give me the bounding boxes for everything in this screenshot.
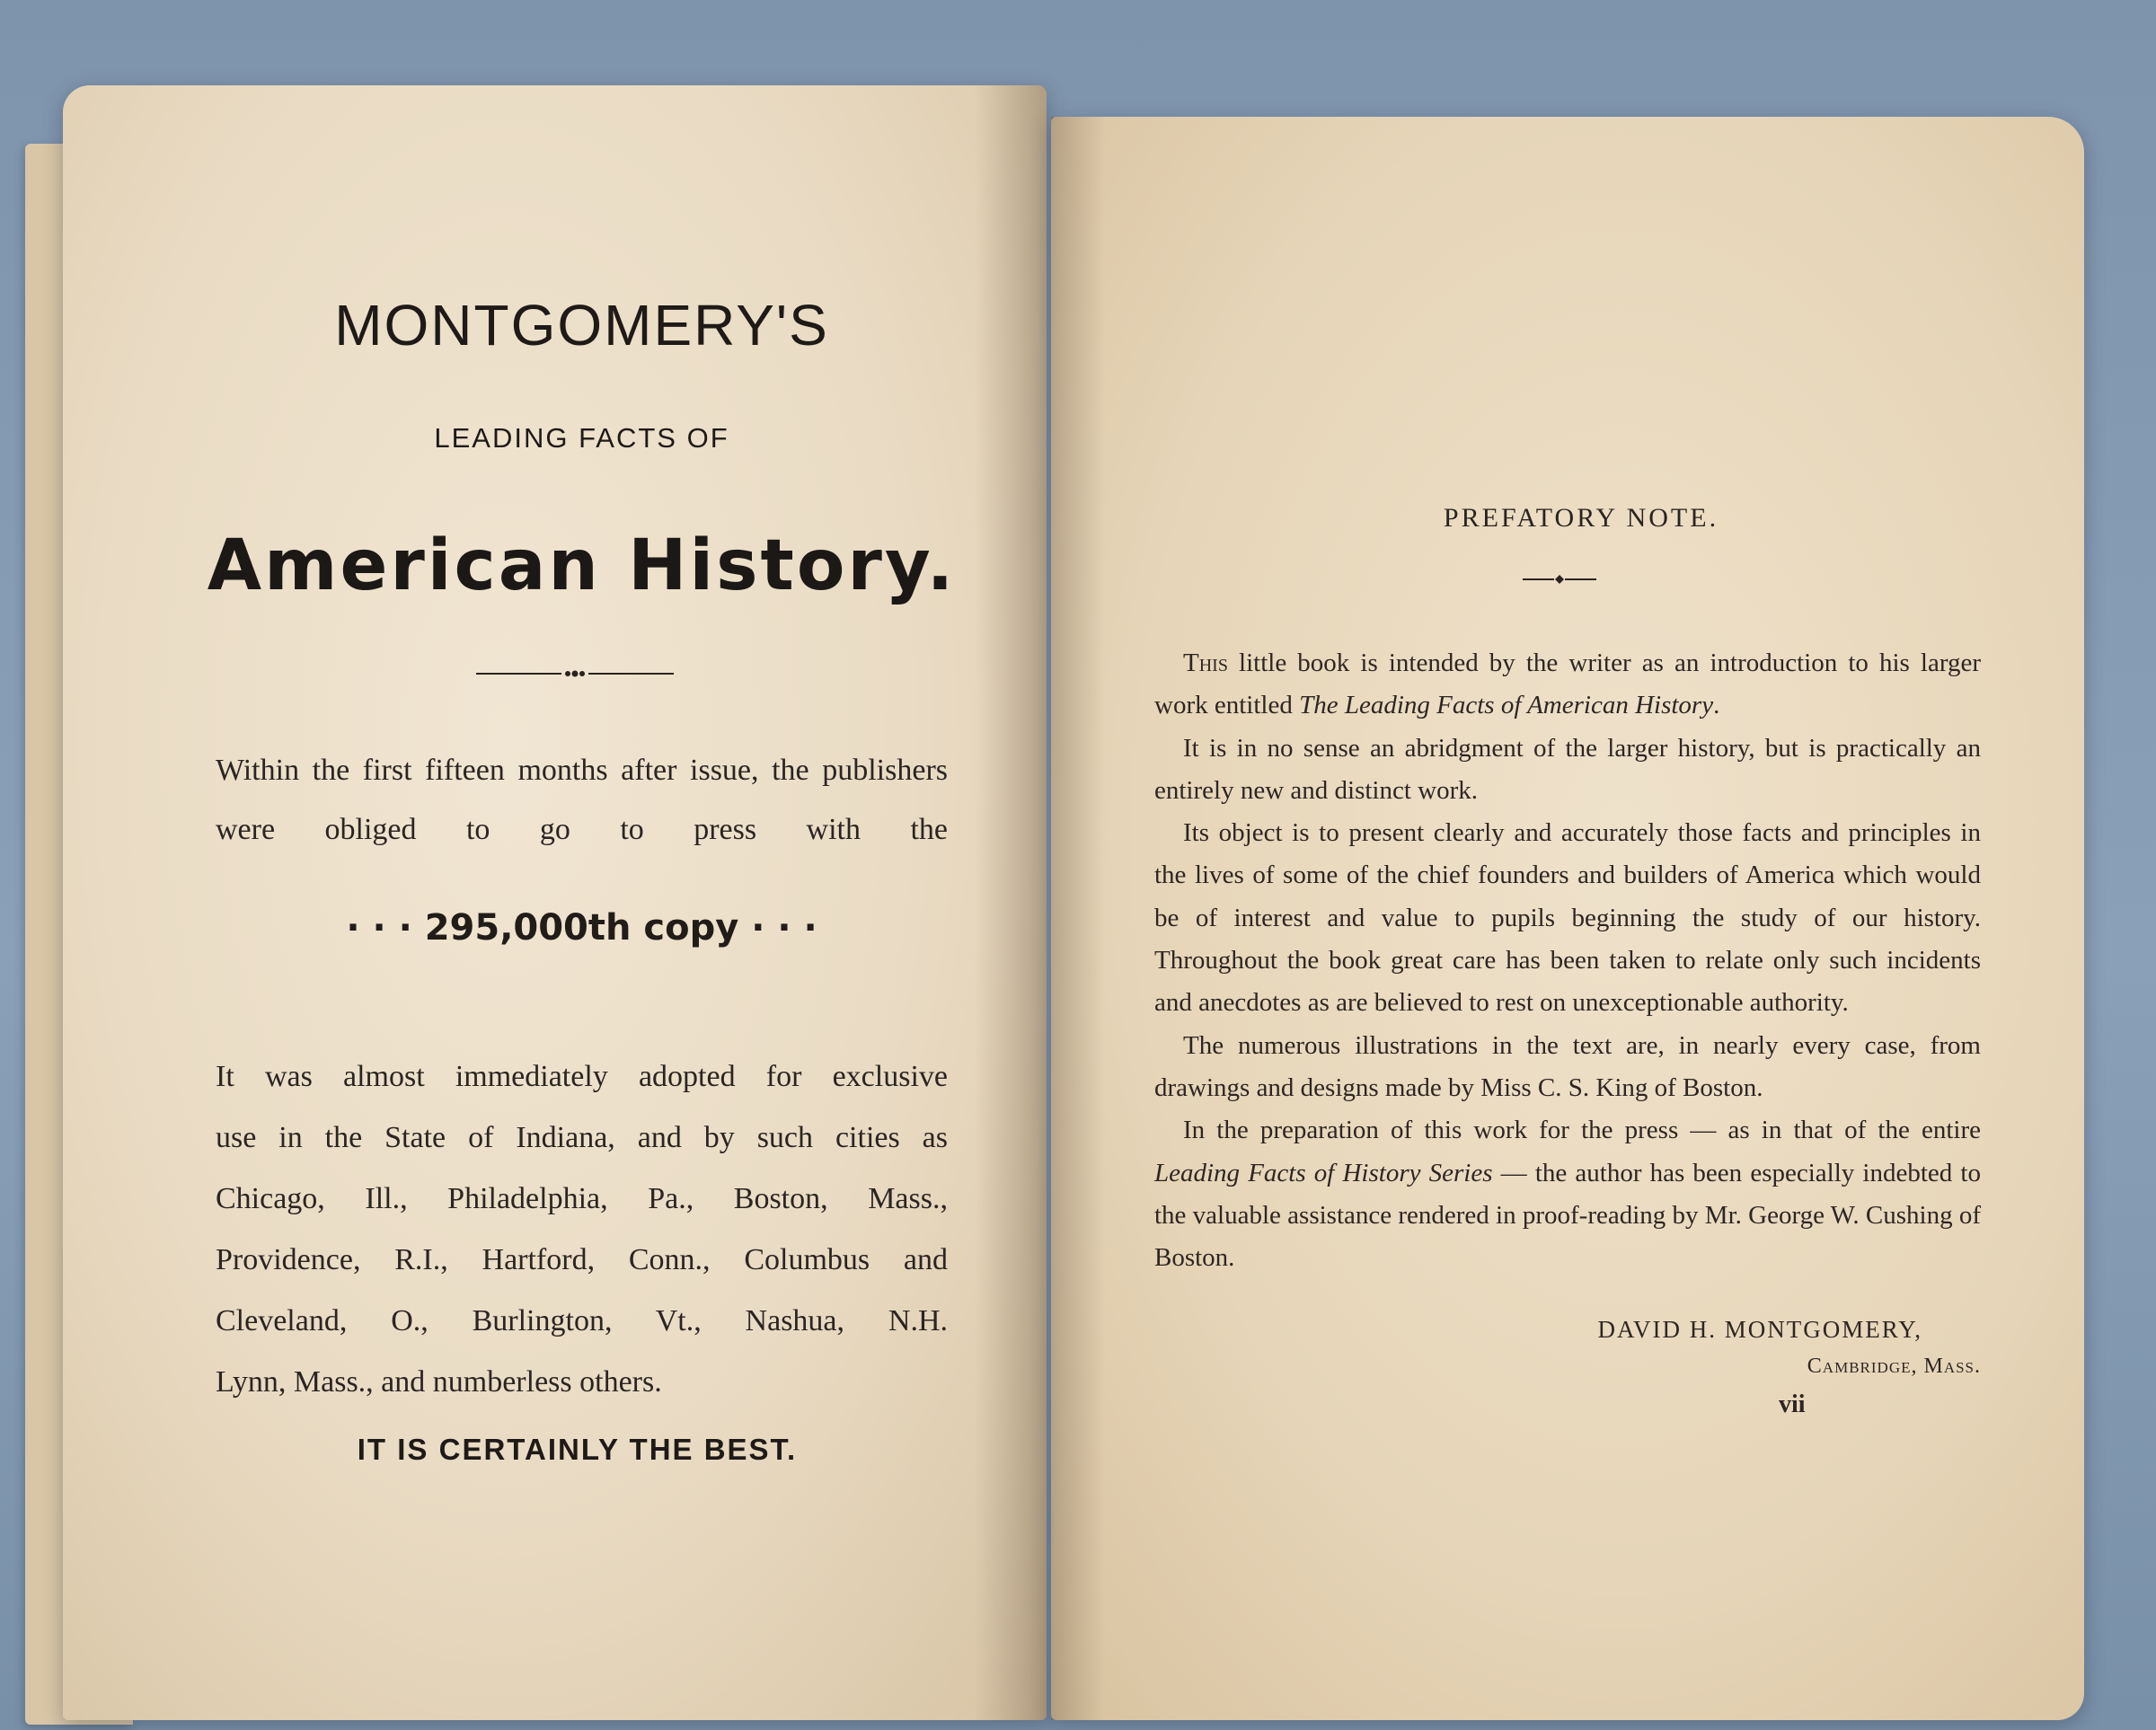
paragraph-4: The numerous illustrations in the text are, in nearly every case, from drawings and designs made by Miss C. S. King of Boston. [1154,1030,1981,1102]
right-page [1051,117,2084,1720]
paragraph-1-end: . [1713,691,1720,720]
copy-count-line: · · · 295,000th copy · · · [346,907,817,949]
paragraph-1-text: little book is intended by the writer as an introduction to his larger work entitled [1154,649,1981,720]
adoption-line: Lynn, Mass., and numberless others. [216,1365,662,1399]
prefatory-heading: PREFATORY NOTE. [1443,503,1719,533]
author-place: Cambridge, Mass. [1807,1355,1981,1378]
paragraph-5-b: — the author has been especially indebted to the valuable assistance rendered in proof-reading by Mr. George W. Cushing of Boston. [1154,1158,1981,1273]
page-number: vii [1779,1390,1806,1418]
book-subtitle: LEADING FACTS OF [434,422,729,454]
adoption-line: It was almost immediately adopted for exclusive [216,1060,948,1093]
paragraph-3: Its object is to present clearly and accurately those facts and principles in the lives of some of the chief founders and builders of America which would be of interest and value to pupils beginning the study of our history. Throughout the book great care has been taken to relate only such incidents and anecdotes as are believed to rest on unexceptionable authority. [1154,818,1981,1018]
paragraph-5 [1154,1109,1981,1279]
paragraph-5-italic-series: Leading Facts of History Series [1154,1158,1493,1187]
circulation-paragraph: Within the first fifteen months after issue, the publishers were obliged to go to press with the [216,754,948,846]
author-signature: DAVID H. MONTGOMERY, [1597,1316,1922,1343]
paragraph-1 [1154,642,1981,728]
adoption-line: Providence, R.I., Hartford, Conn., Columbus and [216,1243,948,1276]
closing-claim: IT IS CERTAINLY THE BEST. [357,1433,798,1466]
paragraph-1-italic-title: The Leading Facts of American History [1299,691,1714,720]
adoption-paragraph [216,1046,948,1413]
paragraph-5-a: In the preparation of this work for the press — as in that of the entire [1183,1116,1981,1145]
ornament-divider-small [1051,570,2084,588]
adoption-line: Cleveland, O., Burlington, Vt., Nashua, N.H. [216,1304,948,1337]
paragraph-2: It is in no sense an abridgment of the larger history, but is practically an entirely new and distinct work. [1154,733,1981,805]
book-main-title: American History. [207,525,957,606]
adoption-line: Chicago, Ill., Philadelphia, Pa., Boston, Mass., [216,1182,948,1215]
ornament-divider [63,665,1047,683]
paragraph-1-lead: This [1183,649,1228,677]
spine-shadow-right [1051,117,1105,1720]
book-title: MONTGOMERY'S [334,293,829,357]
adoption-line: use in the State of Indiana, and by such cities as [216,1121,948,1154]
prefatory-body [1154,642,1981,1279]
left-page [63,85,1047,1720]
